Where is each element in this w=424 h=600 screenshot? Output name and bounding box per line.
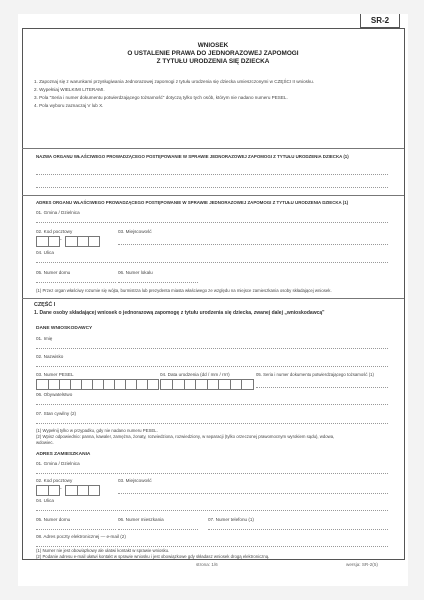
authority-house-label: 05. Numer domu <box>36 270 71 275</box>
authority-name-label: NAZWA ORGANU WŁAŚCIWEGO PROWADZĄCEGO POSTĘPOWANIE W SPRAWIE JEDNORAZOWEJ ZAPOMOGI Z TYTUŁU URODZENIA DZIECKA (1) <box>36 154 349 159</box>
authority-address-label: ADRES ORGANU WŁAŚCIWEGO PROWADZĄCEGO POSTĘPOWANIE W SPRAWIE JEDNORAZOWEJ ZAPOMOGI Z TYTUŁU URODZENIA DZIECKA (1) <box>36 200 349 205</box>
personal-note-1: (1) Wypełnij tylko w przypadku, gdy nie nadano numeru PESEL. <box>36 428 158 433</box>
residence-title: ADRES ZAMIESZKANIA <box>36 452 91 457</box>
phone-field[interactable] <box>208 529 388 530</box>
authority-street-label: 04. Ulica <box>36 250 54 255</box>
last-name-field[interactable] <box>36 366 388 367</box>
birth-date-input[interactable] <box>160 379 254 390</box>
residence-house-label: 05. Numer domu <box>36 517 71 522</box>
divider <box>22 148 404 149</box>
form-code: SR-2 <box>360 14 400 28</box>
id-document-field[interactable] <box>256 387 388 388</box>
postal-dash: - <box>60 237 62 243</box>
authority-flat-label: 06. Numer lokalu <box>118 270 153 275</box>
citizenship-field[interactable] <box>36 404 388 405</box>
authority-house-field[interactable] <box>36 282 116 283</box>
authority-postal-code-part1[interactable] <box>36 236 60 247</box>
authority-city-field[interactable] <box>118 244 388 245</box>
marital-status-field[interactable] <box>36 423 388 424</box>
divider <box>22 298 404 299</box>
citizenship-label: 06. Obywatelstwo <box>36 392 73 397</box>
address-note-1: (1) Numer nie jest obowiązkowy ale ułatwi kontakt w sprawie wniosku. <box>36 548 170 553</box>
authority-name-line-2[interactable] <box>36 187 388 188</box>
personal-note-2: (2) Wpisz odpowiednio: panna, kawaler, zamężna, żonaty, rozwiedziona, rozwiedziony, w separacji (tylko orzeczonej prawomocnym wyrokiem sądu), wdowa, <box>36 434 335 439</box>
personal-note-2b: wdowiec. <box>36 440 54 445</box>
residence-gmina-field[interactable] <box>36 473 388 474</box>
divider <box>22 195 404 196</box>
residence-house-field[interactable] <box>36 529 116 530</box>
authority-street-field[interactable] <box>36 262 388 263</box>
residence-postal-code-part2[interactable] <box>65 485 100 496</box>
authority-gmina-label: 01. Gmina / Dzielnica <box>36 210 80 215</box>
form-page <box>18 14 408 586</box>
authority-postal-code-part2[interactable] <box>65 236 100 247</box>
authority-city-label: 03. Miejscowość <box>118 229 152 234</box>
email-label: 08. Adres poczty elektronicznej — e-mail (2) <box>36 534 126 539</box>
form-title <box>18 42 408 66</box>
residence-street-label: 04. Ulica <box>36 498 54 503</box>
first-name-label: 01. Imię <box>36 336 53 341</box>
instruction-item: 1. Zapoznaj się z warunkami przysługiwania Jednorazowej zapomogi z tytułu urodzenia się dziecka umieszczonymi w CZĘŚCI II wniosku. <box>34 79 315 84</box>
email-field[interactable] <box>36 546 388 547</box>
instruction-item: 3. Pola "Seria i numer dokumentu potwierdzającego tożsamość" dotyczą tylko tych osób, którym nie nadano numeru PESEL. <box>34 95 288 100</box>
id-document-label: 05. Seria i numer dokumentu potwierdzającego tożsamość (1) <box>256 372 374 377</box>
residence-street-field[interactable] <box>36 510 388 511</box>
residence-flat-label: 06. Numer mieszkania <box>118 517 164 522</box>
authority-note: (1) Przez organ właściwy rozumie się wójta, burmistrza lub prezydenta miasta właściwego ze względu na miejsce zamieszkania osoby składającej wniosek. <box>36 288 332 293</box>
form-version: wersja: SR-2(5) <box>346 562 378 567</box>
authority-flat-field[interactable] <box>118 282 198 283</box>
birth-date-label: 04. Data urodzenia (dd / mm / rrrr) <box>160 372 230 377</box>
part1-subheading: 1. Dane osoby składającej wniosek o jednorazową zapomogę z tytułu urodzenia się dziecka, zwanej dalej „wnioskodawcą" <box>34 310 325 316</box>
title-line-1: WNIOSEK <box>197 42 229 49</box>
pesel-label: 03. Numer PESEL <box>36 372 74 377</box>
title-line-3: Z TYTUŁU URODZENIA SIĘ DZIECKA <box>156 58 270 65</box>
residence-postal-code-part1[interactable] <box>36 485 60 496</box>
first-name-field[interactable] <box>36 348 388 349</box>
part1-heading: CZĘŚĆ I <box>34 302 56 308</box>
instruction-item: 2. Wypełniaj WIELKIMI LITERAMI. <box>34 87 105 92</box>
marital-status-label: 07. Stan cywilny (2) <box>36 411 77 416</box>
postal-dash: - <box>60 486 62 492</box>
authority-name-line-1[interactable] <box>36 174 388 175</box>
residence-postal-label: 02. Kod pocztowy <box>36 478 73 483</box>
residence-city-label: 03. Miejscowość <box>118 478 152 483</box>
phone-label: 07. Numer telefonu (1) <box>208 517 254 522</box>
instruction-item: 4. Pola wyboru zaznaczaj V lub X. <box>34 103 104 108</box>
residence-city-field[interactable] <box>118 493 388 494</box>
title-line-2: O USTALENIE PRAWA DO JEDNORAZOWEJ ZAPOMOGI <box>127 50 299 57</box>
last-name-label: 02. Nazwisko <box>36 354 64 359</box>
authority-gmina-field[interactable] <box>36 222 388 223</box>
address-note-2: (2) Podanie adresu e-mail ułatwi kontakt w sprawie wniosku i jest obowiązkowe gdy składasz wniosek drogą elektroniczną. <box>36 554 270 559</box>
residence-gmina-label: 01. Gmina / Dzielnica <box>36 461 80 466</box>
residence-flat-field[interactable] <box>118 529 198 530</box>
instructions <box>34 78 384 110</box>
personal-data-title: DANE WNIOSKODAWCY <box>36 326 93 331</box>
authority-postal-label: 02. Kod pocztowy <box>36 229 73 234</box>
pesel-input[interactable] <box>36 379 159 390</box>
page-number: strona: 1/6 <box>196 562 218 567</box>
